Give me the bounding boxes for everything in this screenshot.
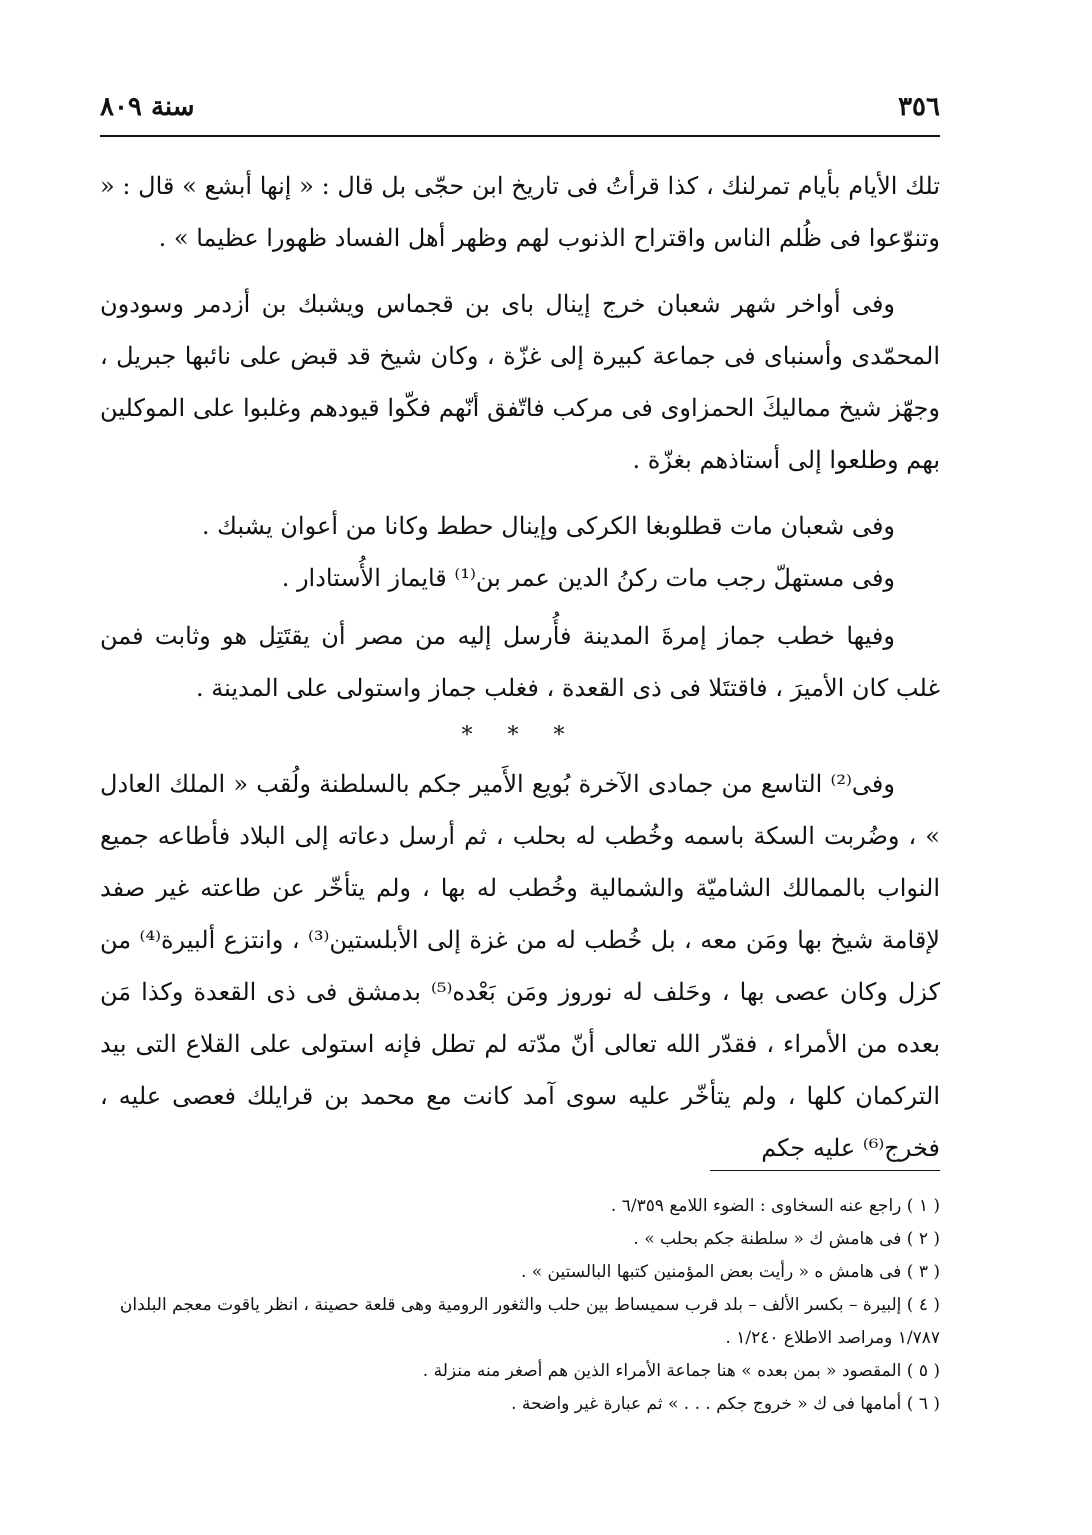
paragraph-2: وفى أواخر شهر شعبان خرج إينال باى بن قجماس ويشبك بن أزدمر وسودون المحمّدى وأسنباى فى جماعة كبيرة إلى غزّة ، وكان شيخ قد قبض على نائبها جبريل ، وجهّز شيخ مماليكَ الحمزاوى فى مركب فاتّفق أنّهم فكّوا قيودهم وغلبوا على الموكلين بهم وطلعوا إلى أستاذهم بغزّة . xyxy=(100,290,940,474)
footnote-4: ( ٤ ) إلبيرة – بكسر الألف – بلد قرب سميساط بين حلب والثغور الرومية وهى قلعة حصينة ، انظر ياقوت معجم البلدان ١/٧٨٧ ومراصد الاطلاع ١/٢٤٠ . xyxy=(119,1295,940,1348)
page-number: ٣٥٦ xyxy=(898,92,940,122)
header-rule xyxy=(100,135,940,137)
footnote-2: ( ٢ ) فى هامش ك « سلطنة جكم بحلب » . xyxy=(633,1229,940,1249)
page-header xyxy=(100,92,940,132)
paragraph-4: وفى مستهلّ رجب مات ركنُ الدين عمر بن⁽¹⁾ قايماز الأُستادار . xyxy=(281,564,895,592)
footnote-5: ( ٥ ) المقصود « بمن بعده » هنا جماعة الأمراء الذين هم أصغر منه منزلة . xyxy=(422,1361,940,1381)
year-heading: سنة ٨٠٩ xyxy=(100,92,195,122)
footnote-6: ( ٦ ) أمامها فى ك « خروج جكم . . . » ثم عبارة غير واضحة . xyxy=(511,1394,940,1414)
footnotes xyxy=(100,1190,940,1421)
footnote-3: ( ٣ ) فى هامش ه « رأيت بعض المؤمنين كتبها البالستين » . xyxy=(520,1262,940,1282)
main-text xyxy=(100,160,940,1174)
section-divider: * * * xyxy=(461,723,579,748)
paragraph-3: وفى شعبان مات قطلوبغا الكركى وإينال حطط وكانا من أعوان يشبك . xyxy=(201,512,895,540)
paragraph-6: وفى⁽²⁾ التاسع من جمادى الآخرة بُويع الأَمير جكم بالسلطنة ولُقب « الملك العادل » ، وضُربت السكة باسمه وخُطب له بحلب ، ثم أرسل دعاته إلى البلاد فأطاعه جميع النواب بالممالك الشاميّة والشمالية وخُطب له بها ، ولم يتأخّر عن طاعته غير صفد لإقامة شيخ بها ومَن معه ، بل خُطب له من غزة إلى الأبلستين⁽³⁾ ، وانتزع ألبيرة⁽⁴⁾ من كزل وكان عصى بها ، وحَلف له نوروز ومَن بَعْده⁽⁵⁾ بدمشق فى ذى القعدة وكذا مَن بعده من الأمراء ، فقدّر الله تعالى أنّ مدّته لم تطل فإنه استولى على القلاع التى بيد التركمان كلها ، ولم يتأخّر عليه سوى آمد كانت مع محمد بن قرايلك فعصى عليه ، فخرج⁽⁶⁾ عليه جكم xyxy=(100,770,941,1162)
footnote-rule xyxy=(710,1170,940,1171)
paragraph-1: تلك الأيام بأيام تمرلنك ، كذا قرأتُ فى تاريخ ابن حجّى بل قال : « إنها أبشع » قال : « وتنوّعوا فى ظُلم الناس واقتراح الذنوب لهم وظهر أهل الفساد ظهورا عظيما » . xyxy=(100,172,940,252)
paragraph-5: وفيها خطب جماز إمرةَ المدينة فأُرسل إليه من مصر أن يقتَتِل هو وثابت فمن غلب كان الأميرَ ، فاقتتَلا فى ذى القعدة ، فغلب جماز واستولى على المدينة . xyxy=(100,622,940,702)
footnote-1: ( ١ ) راجع عنه السخاوى : الضوء اللامع ٦/٣٥٩ . xyxy=(610,1196,940,1216)
